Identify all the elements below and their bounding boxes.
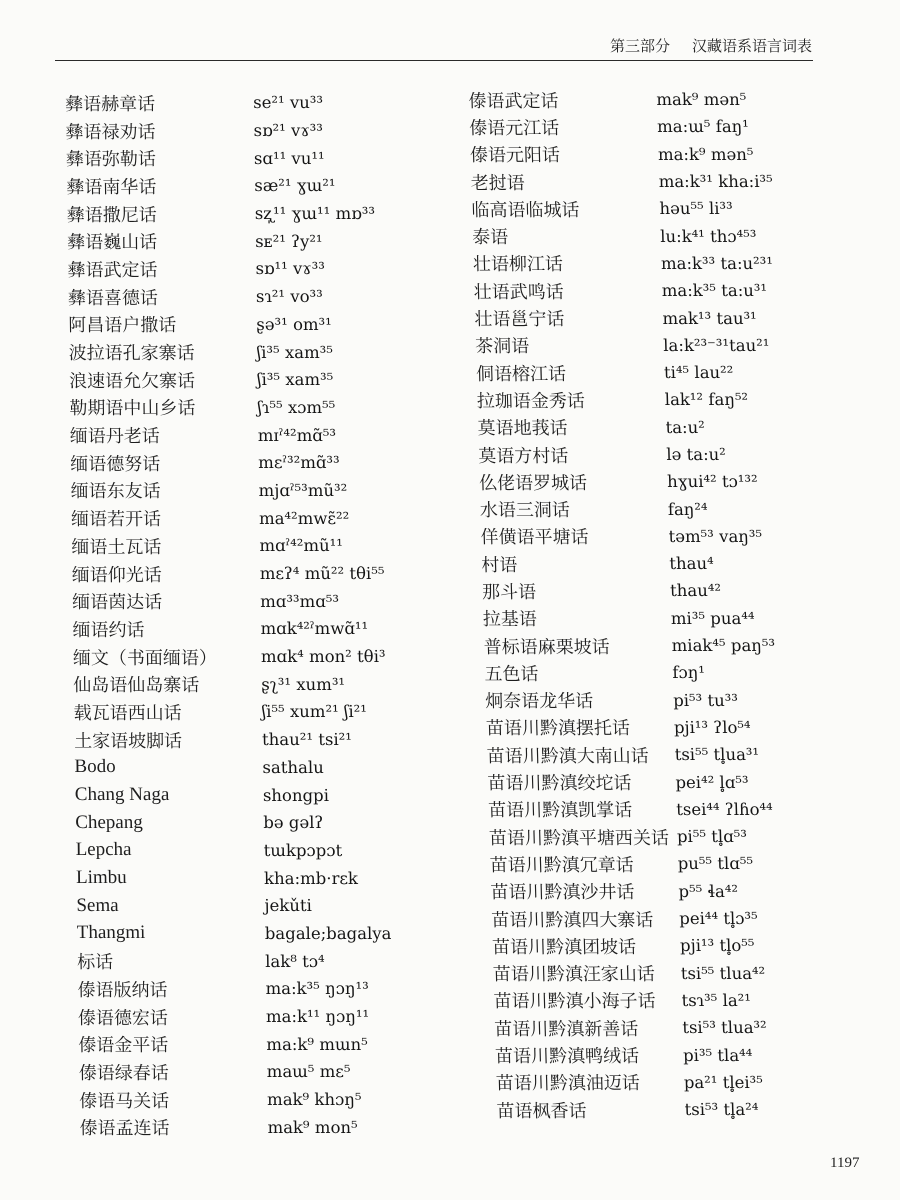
- entry-row: [66, 144, 446, 172]
- entry-row: [69, 394, 449, 422]
- entry-row: [68, 283, 448, 311]
- word-form: faŋ²⁴: [667, 499, 708, 519]
- entry-row: [75, 809, 455, 837]
- word-form: sɒ¹¹ vɤ³³: [255, 259, 326, 279]
- language-name: 苗语川黔滇冗章话: [489, 854, 635, 876]
- right-column: [468, 86, 877, 1123]
- language-name: 苗语川黔滇凯掌话: [487, 800, 633, 822]
- language-name: 水语三洞话: [479, 500, 571, 522]
- language-name: 五色话: [484, 663, 539, 685]
- language-name: 茶洞语: [474, 336, 530, 358]
- entry-row: [496, 1096, 877, 1123]
- entry-row: [73, 670, 453, 698]
- word-form: sʐ̩¹¹ ɣɯ¹¹ mɒ³³: [254, 204, 376, 224]
- word-form: shongpi: [262, 785, 330, 805]
- word-form: sæ²¹ ɣɯ²¹: [254, 176, 336, 196]
- word-form: mɪˀ⁴²mɑ̃⁵³: [257, 425, 337, 445]
- word-form: mɛˀ³²mɑ̃³³: [258, 453, 340, 473]
- entry-row: [68, 338, 448, 366]
- entry-row: [473, 250, 854, 277]
- language-name: 傣语版纳话: [77, 979, 168, 1001]
- word-form: ʃi³⁵ xam³⁵: [256, 370, 334, 390]
- word-form: mak¹³ tau³¹: [662, 308, 758, 328]
- entry-row: [478, 441, 859, 468]
- language-name: 苗语川黔滇四大寨话: [491, 909, 654, 931]
- entry-row: [67, 200, 447, 228]
- language-name: 泰语: [471, 227, 509, 249]
- language-name: 傣语孟连话: [79, 1118, 170, 1140]
- entry-row: [492, 960, 873, 987]
- word-form: thau⁴: [669, 554, 714, 574]
- word-form: mak⁹ mən⁵: [656, 90, 747, 110]
- entry-row: [75, 781, 455, 809]
- entry-row: [482, 577, 863, 604]
- word-form: thau²¹ tsi²¹: [261, 730, 353, 750]
- entry-row: [483, 632, 864, 659]
- word-form: pji¹³ ʔlo⁵⁴: [673, 717, 751, 737]
- language-name: 临高语临城话: [471, 199, 580, 221]
- word-form: la:k²³⁻³¹tau²¹: [662, 335, 770, 355]
- word-form: pei⁴² l̥ɑ⁵³: [675, 772, 749, 792]
- entry-row: [67, 227, 447, 255]
- language-name: 彝语弥勒话: [65, 149, 157, 171]
- language-name: Limbu: [75, 867, 127, 889]
- language-name: 彝语禄劝话: [65, 121, 156, 143]
- entry-row: [76, 892, 456, 920]
- entry-row: [77, 975, 457, 1003]
- entry-row: [493, 987, 874, 1014]
- word-form: lu:k⁴¹ thɔ⁴⁵³: [659, 226, 757, 246]
- word-form: pji¹³ tl̥o⁵⁵: [679, 936, 755, 956]
- language-name: 缅语土瓦话: [71, 536, 162, 558]
- word-form: pa²¹ tl̥ei³⁵: [683, 1072, 764, 1092]
- language-name: 那斗语: [481, 581, 537, 603]
- page-number: 1197: [830, 1155, 860, 1171]
- entry-row: [486, 741, 867, 768]
- entry-row: [475, 332, 856, 359]
- entry-row: [479, 495, 860, 522]
- word-form: sɒ²¹ vɤ³³: [253, 121, 324, 141]
- language-name: 傣语德宏话: [77, 1007, 169, 1029]
- language-name: 傣语元江话: [468, 117, 560, 139]
- language-name: 傣语马关话: [78, 1090, 170, 1112]
- language-name: 缅语德努话: [70, 453, 161, 475]
- entry-row: [74, 754, 454, 782]
- language-name: 彝语巍山话: [67, 232, 158, 254]
- entry-row: [491, 905, 872, 932]
- language-name: 缅语丹老话: [69, 426, 161, 448]
- entry-row: [479, 468, 860, 495]
- word-form: ma:ɯ⁵ faŋ¹: [656, 117, 750, 137]
- entry-row: [488, 796, 869, 823]
- word-form: sɿ²¹ vo³³: [255, 287, 323, 307]
- word-form: mɑˀ⁴²mũ¹¹: [259, 536, 344, 556]
- word-form: pi³⁵ tla⁴⁴: [682, 1045, 753, 1065]
- word-form: lak⁸ tɔ⁴: [265, 951, 325, 971]
- entry-row: [474, 304, 855, 331]
- language-name: 缅语若开话: [70, 509, 162, 531]
- language-name: 彝语武定话: [67, 259, 158, 281]
- language-name: 老挝语: [470, 172, 526, 194]
- word-form: pi⁵⁵ tl̥ɑ⁵³: [676, 827, 748, 847]
- entry-row: [76, 864, 456, 892]
- word-form: ma:k⁹ mɯn⁵: [266, 1034, 368, 1054]
- language-name: Thangmi: [76, 922, 146, 944]
- entry-row: [471, 195, 852, 222]
- language-name: 苗语川黔滇平塘西关话: [488, 827, 670, 849]
- left-column: [65, 89, 460, 1141]
- language-name: 载瓦语西山话: [73, 702, 182, 724]
- running-header: [610, 35, 812, 56]
- entry-row: [477, 414, 858, 441]
- word-form: mak⁹ mon⁵: [267, 1117, 358, 1137]
- entry-row: [78, 1030, 458, 1058]
- entry-row: [487, 768, 868, 795]
- language-name: 缅文（书面缅语）: [72, 647, 218, 669]
- word-form: maɯ⁵ mɛ⁵: [266, 1062, 351, 1082]
- word-form: mjɑˀ⁵³mũ³²: [258, 480, 348, 500]
- word-form: tsi⁵⁵ tlua⁴²: [680, 963, 766, 983]
- language-name: 普标语麻栗坡话: [483, 636, 610, 658]
- word-form: lə ta:u²: [666, 445, 727, 464]
- language-name: Sema: [76, 894, 119, 916]
- language-name: Chepang: [75, 811, 143, 833]
- language-name: 阿昌语户撒话: [68, 315, 177, 337]
- word-form: ma:k³³ ta:u²³¹: [660, 253, 774, 273]
- entry-row: [470, 168, 851, 195]
- word-form: sᴇ²¹ ʔy²¹: [254, 231, 323, 251]
- entry-row: [74, 726, 454, 754]
- word-form: fɔŋ¹: [672, 663, 706, 683]
- entry-row: [66, 172, 446, 200]
- word-form: se²¹ vu³³: [253, 93, 324, 113]
- entry-row: [489, 823, 870, 850]
- word-form: lak¹² faŋ⁵²: [664, 390, 749, 410]
- language-name: 土家语坡脚话: [73, 730, 183, 752]
- language-name: 苗语川黔滇大南山话: [486, 745, 650, 767]
- language-name: 波拉语孔家寨话: [68, 343, 195, 365]
- word-form: təm⁵³ vaŋ³⁵: [668, 526, 763, 546]
- language-name: 缅语茵达话: [72, 592, 163, 614]
- word-form: ʃi³⁵ xam³⁵: [256, 342, 334, 362]
- language-name: 仫佬语罗城话: [478, 472, 588, 494]
- word-form: ʃɿ⁵⁵ xɔm⁵⁵: [257, 397, 336, 417]
- entry-row: [72, 615, 452, 643]
- language-name: 傣语金平话: [78, 1035, 169, 1057]
- language-name: 彝语赫章话: [65, 93, 156, 115]
- entry-row: [70, 477, 450, 505]
- entry-row: [68, 311, 448, 339]
- language-name: 苗语川黔滇绞坨话: [487, 773, 632, 795]
- entry-row: [67, 255, 447, 283]
- entry-row: [468, 86, 849, 113]
- language-name: 壮语武鸣话: [473, 281, 565, 303]
- entry-row: [79, 1113, 459, 1141]
- entry-row: [472, 222, 853, 249]
- word-form: sathalu: [262, 757, 324, 777]
- language-name: 彝语南华话: [66, 176, 157, 198]
- language-name: Lepcha: [75, 839, 132, 861]
- language-name: 苗语川黔滇新善话: [494, 1018, 639, 1040]
- language-name: 壮语邕宁话: [474, 309, 565, 331]
- entry-row: [77, 920, 457, 948]
- entry-row: [69, 366, 449, 394]
- word-form: ma⁴²mwɛ̃²²: [258, 508, 350, 528]
- header-part-label: 第三部分: [609, 37, 670, 55]
- word-form: tɯkpɔpɔt: [263, 840, 343, 860]
- language-name: 苗语川黔滇摆托话: [485, 718, 631, 740]
- word-form: tsi⁵³ tlua³²: [682, 1018, 768, 1038]
- word-form: mɑk⁴²ˀmwɑ̃¹¹: [260, 619, 369, 639]
- language-name: 浪速语允欠寨话: [68, 370, 196, 392]
- header-title: 汉藏语系语言词表: [691, 37, 812, 55]
- language-name: 拉珈语金秀话: [476, 390, 586, 412]
- entry-row: [489, 850, 870, 877]
- language-name: 壮语柳江话: [472, 254, 564, 276]
- entry-row: [494, 1014, 875, 1041]
- word-form: bə gəlʔ: [263, 813, 324, 833]
- word-form: miak⁴⁵ paŋ⁵³: [671, 636, 776, 656]
- word-form: mɛʔ⁴ mũ²² tθi⁵⁵: [259, 564, 385, 584]
- entry-row: [65, 89, 445, 117]
- word-form: mi³⁵ pua⁴⁴: [670, 608, 755, 628]
- word-form: sɑ¹¹ vu¹¹: [253, 148, 325, 168]
- word-form: p⁵⁵ ɬa⁴²: [678, 881, 739, 901]
- word-form: jekǔti: [264, 896, 312, 916]
- language-name: 苗语川黔滇汪家山话: [492, 964, 656, 986]
- entry-row: [65, 117, 445, 145]
- language-name: 缅语约话: [72, 619, 145, 641]
- word-form: ma:k³¹ kha:i³⁵: [658, 172, 773, 192]
- word-form: tsi⁵⁵ tl̥ua³¹: [674, 745, 760, 765]
- language-name: 佯僙语平塘话: [480, 527, 589, 549]
- language-name: Bodo: [74, 756, 116, 778]
- language-name: 彝语撒尼话: [66, 204, 157, 226]
- entry-row: [75, 837, 455, 865]
- language-name: 莫语地莪话: [477, 418, 568, 440]
- language-name: 缅语东友话: [70, 481, 161, 503]
- language-name: 苗语川黔滇团坡话: [491, 936, 637, 958]
- language-name: 拉基语: [482, 609, 538, 631]
- entry-row: [72, 587, 452, 615]
- language-name: 苗语川黔滇油迈话: [495, 1073, 641, 1095]
- header-rule: [55, 60, 813, 61]
- entry-row: [476, 359, 857, 386]
- word-form: ma:k³⁵ ta:u³¹: [661, 281, 768, 301]
- word-form: həu⁵⁵ li³³: [659, 199, 733, 219]
- entry-row: [77, 947, 457, 975]
- word-form: ma:k¹¹ ŋɔŋ¹¹: [265, 1007, 370, 1027]
- word-form: pu⁵⁵ tlɑ⁵⁵: [677, 854, 754, 874]
- word-form: tsei⁴⁴ ʔlɦo⁴⁴: [675, 799, 774, 819]
- entry-row: [78, 1003, 458, 1031]
- entry-row: [476, 386, 857, 413]
- language-name: 傣语元阳话: [469, 145, 561, 167]
- entry-row: [480, 523, 861, 550]
- language-name: 苗语枫香话: [496, 1100, 587, 1122]
- entry-row: [79, 1086, 459, 1114]
- entry-row: [470, 141, 851, 168]
- entry-row: [486, 714, 867, 741]
- word-form: ti⁴⁵ lau²²: [663, 363, 734, 383]
- word-form: ma:k⁹ mən⁵: [657, 144, 754, 164]
- entry-row: [485, 687, 866, 714]
- word-form: mɑk⁴ mon² tθi³: [260, 647, 386, 667]
- entry-row: [469, 113, 850, 140]
- word-form: ʂə³¹ om³¹: [256, 314, 332, 334]
- entry-row: [490, 878, 871, 905]
- language-name: 傣语武定话: [468, 90, 559, 112]
- entry-row: [72, 560, 452, 588]
- entry-row: [70, 449, 450, 477]
- language-name: 仙岛语仙岛寨话: [73, 675, 200, 697]
- entry-row: [492, 932, 873, 959]
- word-form: ʂʅ³¹ xum³¹: [261, 674, 346, 694]
- word-form: thau⁴²: [669, 581, 722, 601]
- entry-row: [482, 605, 863, 632]
- language-name: 苗语川黔滇鸭绒话: [494, 1046, 640, 1068]
- language-name: 村语: [481, 554, 518, 576]
- word-form: kha:mb·rɛk: [263, 868, 359, 888]
- entry-row: [473, 277, 854, 304]
- language-name: 苗语川黔滇小海子话: [493, 991, 656, 1013]
- language-name: 勒期语中山乡话: [69, 398, 196, 420]
- entry-row: [70, 421, 450, 449]
- language-name: 苗语川黔滇沙井话: [490, 882, 635, 904]
- entry-row: [71, 504, 451, 532]
- language-name: 莫语方村话: [478, 445, 569, 467]
- language-name: Chang Naga: [74, 784, 170, 806]
- entry-row: [484, 659, 865, 686]
- language-name: 傣语绿春话: [78, 1062, 169, 1084]
- entry-row: [495, 1069, 876, 1096]
- word-form: bagale;bagalya: [264, 923, 392, 943]
- word-form: tsɿ³⁵ la²¹: [681, 990, 752, 1010]
- word-form: ma:k³⁵ ŋɔŋ¹³: [265, 979, 369, 999]
- word-form: mɑ³³mɑ⁵³: [260, 591, 340, 611]
- entry-row: [71, 532, 451, 560]
- language-name: 侗语榕江话: [475, 363, 567, 385]
- entry-row: [74, 698, 454, 726]
- word-form: hɣui⁴² tɔ¹³²: [666, 472, 758, 492]
- word-form: mak⁹ khɔŋ⁵: [266, 1090, 362, 1110]
- word-form: pei⁴⁴ tl̥ɔ³⁵: [678, 909, 758, 929]
- entry-row: [495, 1041, 876, 1068]
- word-form: ta:u²: [665, 417, 706, 437]
- entry-row: [73, 643, 453, 671]
- language-name: 彝语喜德话: [67, 287, 159, 309]
- language-name: 炯奈语龙华话: [484, 691, 594, 713]
- word-form: ʃi⁵⁵ xum²¹ ʃi²¹: [261, 702, 368, 722]
- word-form: tsi⁵³ tl̥a²⁴: [684, 1100, 759, 1120]
- language-name: 缅语仰光话: [71, 564, 162, 586]
- entry-row: [79, 1058, 459, 1086]
- language-name: 标话: [77, 952, 114, 974]
- word-form: pi⁵³ tu³³: [672, 690, 739, 710]
- entry-row: [481, 550, 862, 577]
